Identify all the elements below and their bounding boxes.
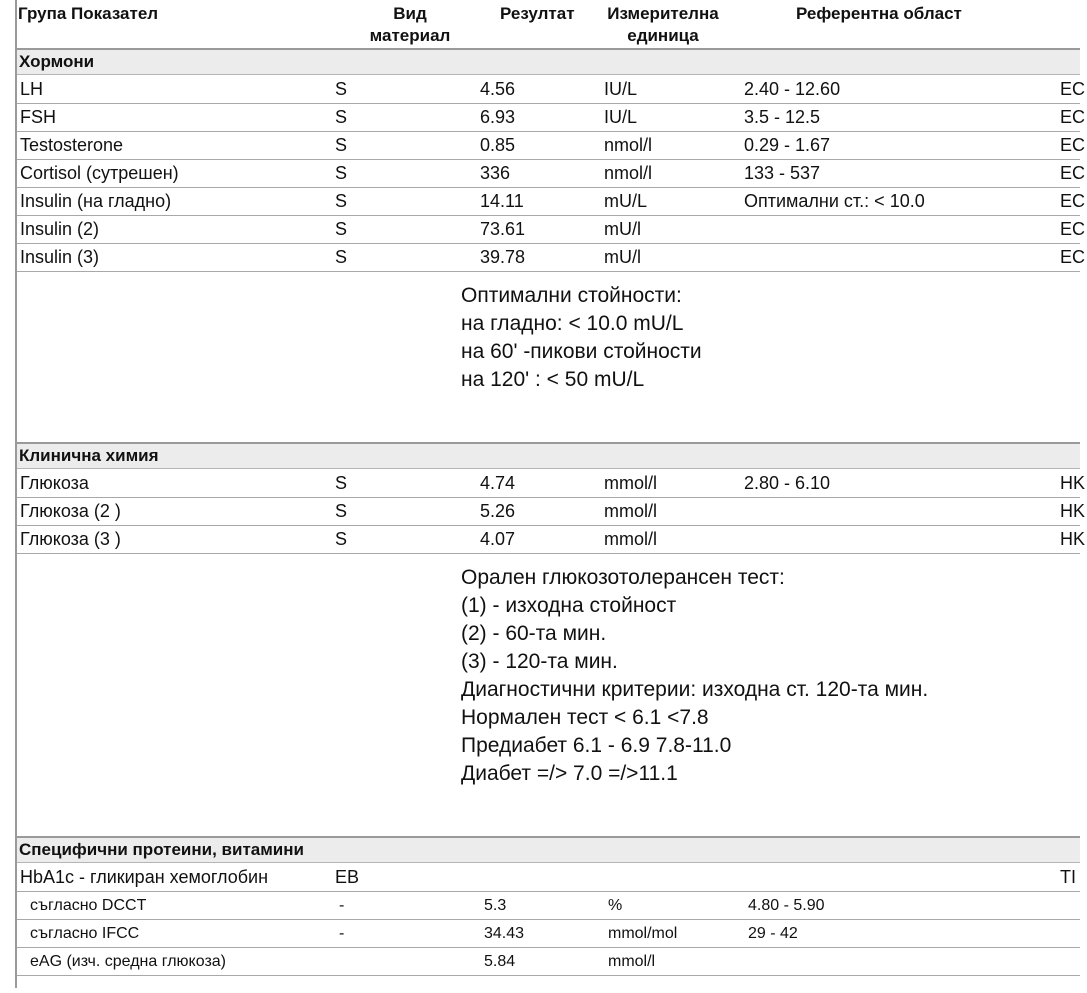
cell-lab: EC [1060, 247, 1086, 267]
cell-result: 5.84 [484, 953, 516, 970]
cell-material: - [339, 897, 345, 914]
cell-material: S [335, 219, 348, 239]
table-row [17, 948, 1080, 976]
cell-result: 0.85 [480, 135, 516, 155]
cell-unit: nmol/l [604, 135, 653, 155]
note-line: Нормален тест < 6.1 <7.8 [461, 706, 709, 729]
header-result: Резултат [500, 4, 575, 23]
cell-lab: HK [1060, 529, 1086, 549]
table-row [17, 76, 1086, 104]
note-line: на 60' -пикови стойности [461, 340, 702, 363]
cell-material: S [335, 163, 348, 183]
section-header: Специфични протеини, витамини [17, 836, 1080, 863]
cell-name: eAG (изч. средна глюкоза) [30, 953, 226, 970]
cell-lab: EC [1060, 163, 1086, 183]
cell-unit: mmol/l [604, 473, 657, 493]
cell-result: 4.56 [480, 79, 516, 99]
cell-unit: nmol/l [604, 163, 653, 183]
table-row [17, 920, 1080, 948]
note-line: Диабет =/> 7.0 =/>11.1 [461, 762, 678, 785]
cell-material: - [339, 925, 345, 942]
table-row [17, 132, 1086, 160]
cell-material: S [335, 529, 348, 549]
cell-unit: mU/l [604, 247, 641, 267]
note-line: на гладно: < 10.0 mU/L [461, 312, 684, 335]
cell-reference: 2.80 - 6.10 [744, 473, 831, 493]
cell-name: Insulin (на гладно) [20, 191, 172, 211]
cell-material: EB [335, 867, 360, 887]
cell-lab: HK [1060, 501, 1086, 521]
cell-material: S [335, 247, 348, 267]
table-row [17, 160, 1086, 188]
cell-material: S [335, 473, 348, 493]
section-header: Хормони [17, 48, 1080, 75]
cell-unit: mmol/l [608, 953, 656, 970]
cell-reference: 2.40 - 12.60 [744, 79, 841, 99]
cell-lab: HK [1060, 473, 1086, 493]
cell-lab: EC [1060, 79, 1086, 99]
cell-reference: 133 - 537 [744, 163, 821, 183]
cell-name: съгласно DCCT [30, 897, 147, 914]
cell-material: S [335, 501, 348, 521]
note-line: (1) - изходна стойност [461, 594, 677, 617]
header-group-param: Група Показател [18, 4, 159, 23]
cell-name: съгласно IFCC [30, 925, 140, 942]
cell-unit: mU/L [604, 191, 648, 211]
note-line: (3) - 120-та мин. [461, 650, 618, 673]
header-unit: Измерителна единица [607, 4, 719, 45]
section-note [461, 564, 928, 788]
note-line: Орален глюкозотолерансен тест: [461, 566, 785, 589]
cell-name: LH [20, 79, 44, 99]
cell-result: 4.07 [480, 529, 516, 549]
cell-unit: mmol/mol [608, 925, 678, 942]
header-material: Вид материал [369, 4, 451, 45]
table-row [17, 498, 1086, 526]
cell-reference: 0.29 - 1.67 [744, 135, 831, 155]
cell-result: 4.74 [480, 473, 516, 493]
table-row [17, 470, 1086, 498]
header-reference: Референтна област [796, 4, 962, 23]
cell-name: Insulin (3) [20, 247, 100, 267]
cell-name: Insulin (2) [20, 219, 100, 239]
note-line: Оптимални стойности: [461, 284, 682, 307]
cell-result: 39.78 [480, 247, 526, 267]
table-row [17, 892, 1080, 920]
cell-name: Глюкоза [20, 473, 89, 493]
cell-lab: EC [1060, 219, 1086, 239]
cell-name: Глюкоза (2 ) [20, 501, 121, 521]
cell-unit: mU/l [604, 219, 641, 239]
cell-result: 336 [480, 163, 511, 183]
cell-material: S [335, 107, 348, 127]
note-line: на 120' : < 50 mU/L [461, 368, 645, 391]
cell-name: Cortisol (сутрешен) [20, 163, 179, 183]
cell-reference: 29 - 42 [748, 925, 798, 942]
cell-unit: IU/L [604, 107, 638, 127]
cell-name: FSH [20, 107, 56, 127]
note-line: Предиабет 6.1 - 6.9 7.8-11.0 [461, 734, 732, 757]
cell-name: HbA1c - гликиран хемоглобин [20, 867, 269, 887]
section-note [461, 282, 702, 394]
cell-reference: Оптимални ст.: < 10.0 [744, 191, 925, 211]
cell-name: Testosterone [20, 135, 124, 155]
cell-material: S [335, 191, 348, 211]
cell-lab: EC [1060, 191, 1086, 211]
cell-reference: 3.5 - 12.5 [744, 107, 821, 127]
cell-unit: % [608, 897, 623, 914]
cell-name: Глюкоза (3 ) [20, 529, 121, 549]
cell-result: 73.61 [480, 219, 526, 239]
cell-result: 5.26 [480, 501, 516, 521]
section-header: Клинична химия [17, 442, 1080, 469]
note-line: (2) - 60-та мин. [461, 622, 607, 645]
table-row [17, 216, 1086, 244]
cell-unit: mmol/l [604, 529, 657, 549]
table-row [17, 244, 1086, 272]
cell-unit: IU/L [604, 79, 638, 99]
table-row [17, 864, 1080, 892]
cell-result: 5.3 [484, 897, 507, 914]
cell-result: 34.43 [484, 925, 525, 942]
table-row [17, 104, 1086, 132]
cell-reference: 4.80 - 5.90 [748, 897, 825, 914]
cell-lab: EC [1060, 107, 1086, 127]
cell-material: S [335, 135, 348, 155]
table-row [17, 526, 1086, 554]
cell-unit: mmol/l [604, 501, 657, 521]
cell-lab: TI [1060, 867, 1076, 887]
cell-material: S [335, 79, 348, 99]
table-row [17, 188, 1086, 216]
cell-result: 6.93 [480, 107, 516, 127]
cell-lab: EC [1060, 135, 1086, 155]
cell-result: 14.11 [480, 191, 524, 211]
note-line: Диагностични критерии: изходна ст. 120-та мин. [461, 678, 929, 701]
